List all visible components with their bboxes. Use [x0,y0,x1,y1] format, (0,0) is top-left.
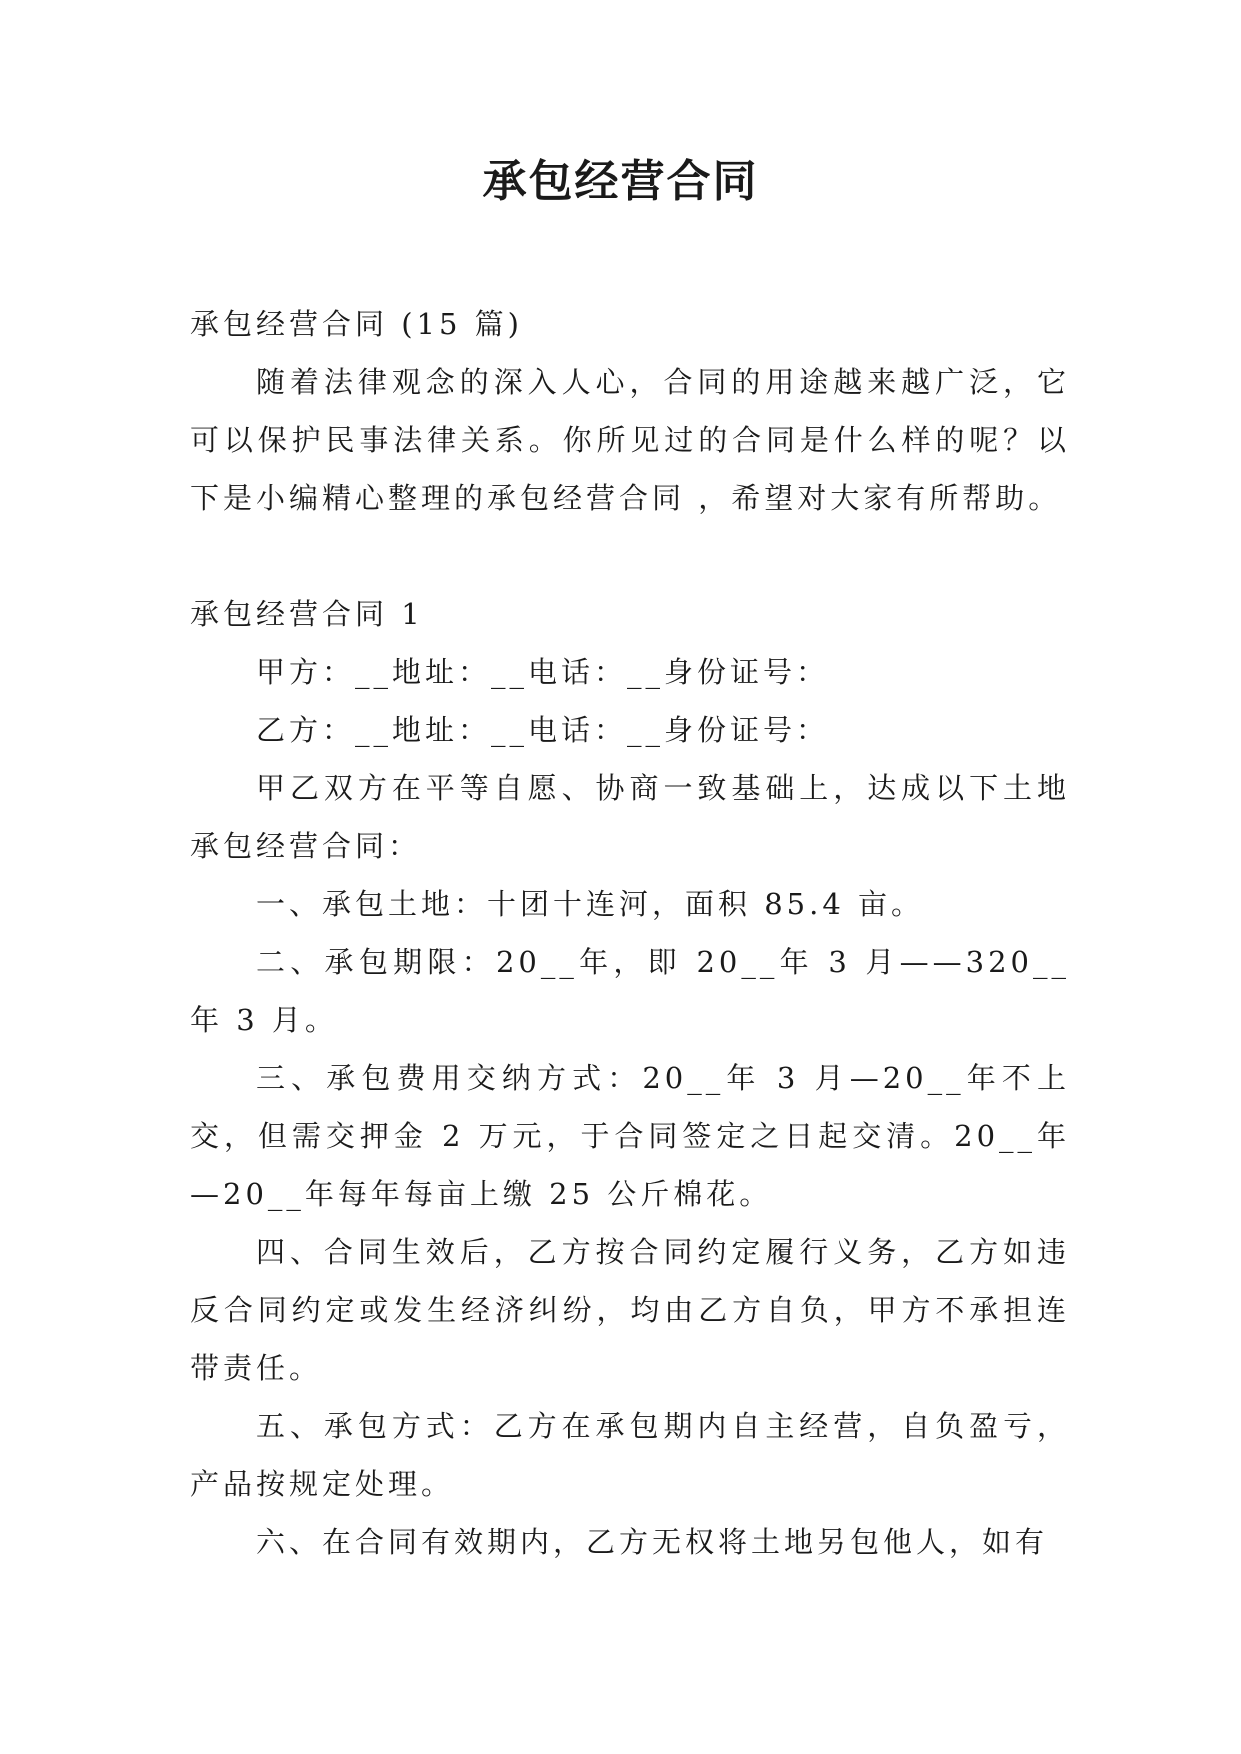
clause-1: 一、承包土地：十团十连河，面积 85.4 亩。 [256,887,925,921]
document-body [190,295,1070,1571]
party-b-line: 乙方：__地址：__电话：__身份证号： [256,713,830,747]
document-subtitle: 承包经营合同 (15 篇) [190,307,523,341]
paragraph-spacer [190,527,1070,585]
clause-6: 六、在合同有效期内，乙方无权将土地另包他人，如有 [256,1525,1049,1559]
clause-2: 二、承包期限：20__年，即 20__年 3 月——320__年 3 月。 [190,945,1070,1037]
intro-paragraph: 随着法律观念的深入人心，合同的用途越来越广泛，它可以保护民事法律关系。你所见过的合同是什么样的呢？以下是小编精心整理的承包经营合同 ，希望对大家有所帮助。 [190,365,1070,515]
clause-3: 三、承包费用交纳方式：20__年 3 月—20__年不上交，但需交押金 2 万元，于合同签定之日起交清。20__年—20__年每年每亩上缴 25 公斤棉花。 [190,1061,1070,1211]
document-title: 承包经营合同 [482,156,759,207]
preamble-paragraph: 甲乙双方在平等自愿、协商一致基础上，达成以下土地承包经营合同： [190,771,1070,863]
clause-4: 四、合同生效后，乙方按合同约定履行义务，乙方如违反合同约定或发生经济纠纷，均由乙方自负，甲方不承担连带责任。 [190,1235,1070,1385]
section-heading: 承包经营合同 1 [190,597,424,631]
clause-5: 五、承包方式：乙方在承包期内自主经营，自负盈亏，产品按规定处理。 [190,1409,1070,1501]
party-a-line: 甲方：__地址：__电话：__身份证号： [256,655,830,689]
